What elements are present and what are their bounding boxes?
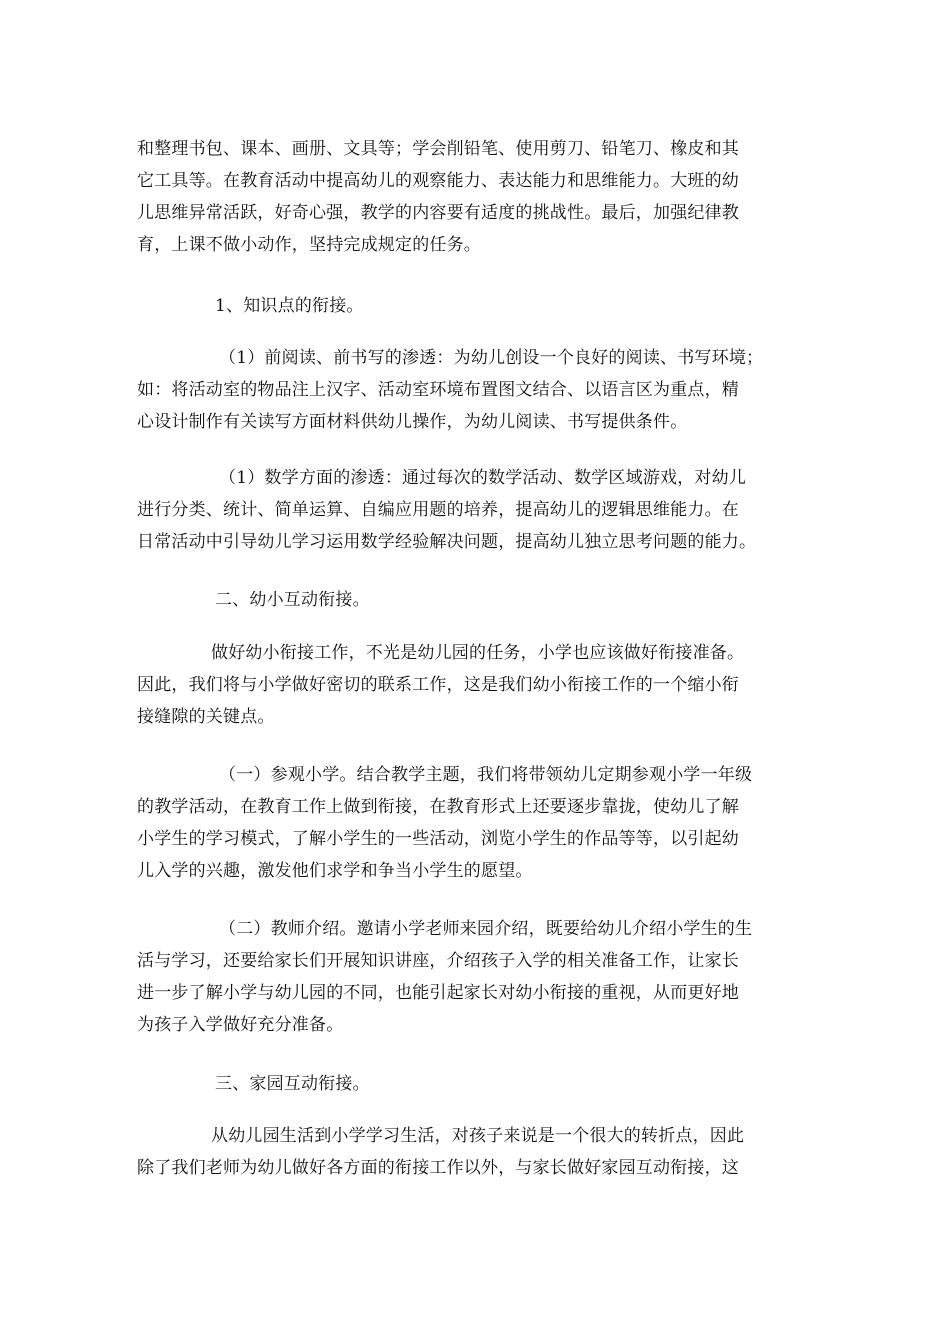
text-line: 1、知识点的衔接。 [215, 296, 364, 316]
text-line: 二、幼小互动衔接。 [215, 590, 370, 610]
heading-section-two [137, 584, 817, 616]
text-line: 做好幼小衔接工作，不光是幼儿园的任务，小学也应该做好衔接准备。 [211, 643, 745, 663]
paragraph-math [137, 462, 817, 558]
text-line: 小学生的学习模式，了解小学生的一些活动，浏览小学生的作品等等，以引起幼 [137, 829, 739, 849]
text-line: （二）教师介绍。邀请小学老师来园介绍，既要给幼儿介绍小学生的生 [219, 919, 753, 939]
text-line: 它工具等。在教育活动中提高幼儿的观察能力、表达能力和思维能力。大班的幼 [137, 171, 739, 191]
text-line: 活与学习，还要给家长们开展知识讲座，介绍孩子入学的相关准备工作，让家长 [137, 951, 739, 971]
text-line: 儿入学的兴趣，激发他们求学和争当小学生的愿望。 [137, 861, 533, 881]
paragraph-section-two [137, 637, 817, 733]
text-line: 因此，我们将与小学做好密切的联系工作，这是我们幼小衔接工作的一个缩小衔 [137, 675, 739, 695]
text-line: 和整理书包、课本、画册、文具等；学会削铅笔、使用剪刀、铅笔刀、橡皮和其 [137, 139, 739, 159]
text-line: 心设计制作有关读写方面材料供幼儿操作，为幼儿阅读、书写提供条件。 [137, 412, 688, 432]
text-line: 儿思维异常活跃，好奇心强，教学的内容要有适度的挑战性。最后，加强纪律教 [137, 203, 739, 223]
paragraph-intro [137, 133, 817, 261]
text-line: （1）前阅读、前书写的渗透：为幼儿创设一个良好的阅读、书写环境； [219, 348, 764, 368]
text-line: 日常活动中引导幼儿学习运用数学经验解决问题，提高幼儿独立思考问题的能力。 [137, 532, 757, 552]
paragraph-section-three [137, 1120, 817, 1184]
text-line: 除了我们老师为幼儿做好各方面的衔接工作以外，与家长做好家园互动衔接，这 [137, 1158, 739, 1178]
text-line: 的教学活动，在教育工作上做到衔接，在教育形式上还要逐步靠拢，使幼儿了解 [137, 797, 739, 817]
text-line: 为孩子入学做好充分准备。 [137, 1015, 344, 1035]
text-line: 进行分类、统计、简单运算、自编应用题的培养，提高幼儿的逻辑思维能力。在 [137, 500, 739, 520]
text-line: （1）数学方面的渗透：通过每次的数学活动、数学区域游戏，对幼儿 [219, 468, 747, 488]
text-line: 接缝隙的关键点。 [137, 707, 275, 727]
text-line: 如：将活动室的物品注上汉字、活动室环境布置图文结合、以语言区为重点，精 [137, 380, 739, 400]
paragraph-visit-school [137, 759, 817, 887]
text-line: 三、家园互动衔接。 [215, 1074, 370, 1094]
text-line: 从幼儿园生活到小学学习生活，对孩子来说是一个很大的转折点，因此 [211, 1126, 745, 1146]
heading-knowledge-points [137, 290, 817, 322]
paragraph-reading-writing [137, 342, 817, 438]
text-line: （一）参观小学。结合教学主题，我们将带领幼儿定期参观小学一年级 [219, 765, 753, 785]
text-line: 育，上课不做小动作，坚持完成规定的任务。 [137, 235, 481, 255]
paragraph-teacher-intro [137, 913, 817, 1041]
text-line: 进一步了解小学与幼儿园的不同，也能引起家长对幼小衔接的重视，从而更好地 [137, 983, 739, 1003]
heading-section-three [137, 1068, 817, 1100]
